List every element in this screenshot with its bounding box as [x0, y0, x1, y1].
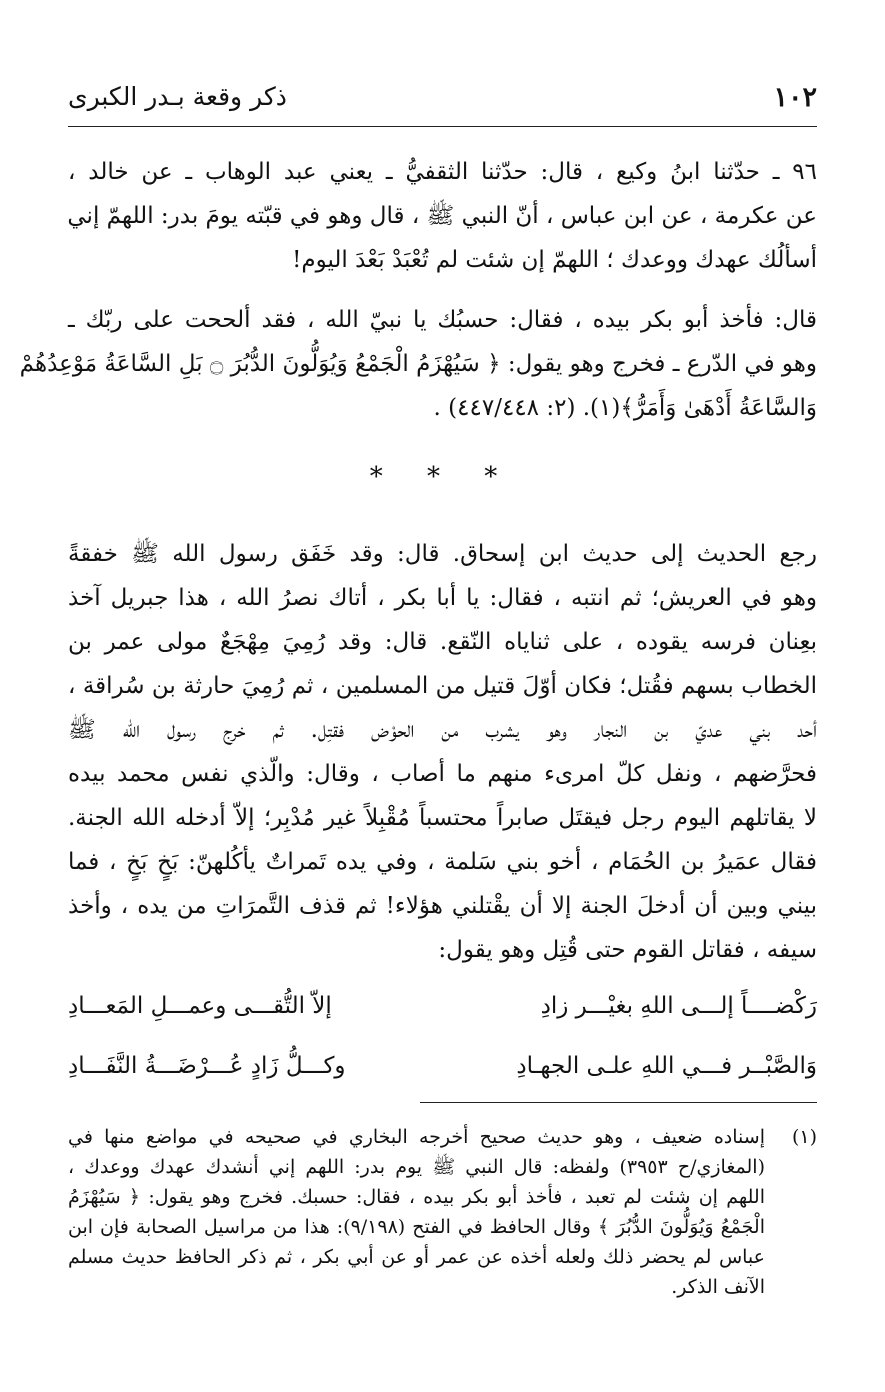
text-line: رجع الحديث إلى حديث ابن إسحاق. قال: وقد خَفَق رسول الله ﷺ خفقةً	[68, 541, 817, 567]
footnote-line	[68, 1122, 817, 1152]
footnote-marker: (١)	[791, 1126, 817, 1148]
text-line: قال: فأخذ أبو بكر بيده ، فقال: حسبُك يا نبيّ الله ، فقد ألححت على ربّك ـ	[68, 307, 817, 333]
verse-first-hemistich: رَكْضــــاً إلـــى اللهِ بغيْـــر زادِ	[540, 993, 817, 1019]
running-title: ذكر وقعة بـدر الكبرى	[68, 82, 287, 111]
text-line: أحد بني عديّ بن النجار وهو يشرب من الحوْض فقتِل. ثم خرج رسول الله ﷺ	[68, 717, 817, 743]
footnote-divider	[420, 1102, 817, 1103]
text-line: فحرَّضهم ، ونفل كلّ امرىء منهم ما أصاب ، وقال: والّذي نفس محمد بيده	[68, 761, 818, 787]
page-header	[68, 82, 817, 122]
verse-second-hemistich: وكـــلُّ زَادٍ عُـــرْضَـــةُ النَّفَـــادِ	[68, 1053, 346, 1079]
hadith-continuation	[19, 298, 817, 430]
text-line: ٩٦ ـ حدّثنا ابنُ وكيع ، قال: حدّثنا الثقفيُّ ـ يعني عبد الوهاب ـ عن خالد ،	[68, 159, 817, 185]
narrative-paragraph	[68, 532, 817, 972]
text-line: لا يقاتلهم اليوم رجل فيقتَل صابراً محتسباً مُقْبِلاً غير مُدْبِر؛ إلاّ أدخله الله الجنة.	[68, 805, 817, 831]
text-line: أسألُك عهدك ووعدك ؛ اللهمّ إن شئت لم تُعْبَدْ بَعْدَ اليوم!	[292, 247, 817, 273]
poem-verse	[68, 976, 817, 1036]
footnote-line: الآنف الذكر.	[671, 1276, 765, 1298]
text-line: عن عكرمة ، عن ابن عباس ، أنّ النبي ﷺ ، قال وهو في قبّته يومَ بدر: اللهمّ إني	[67, 203, 817, 229]
page-number: ١٠٢	[773, 82, 817, 113]
text-line: وَالسَّاعَةُ أَدْهَىٰ وَأَمَرُّ﴾(١). (٢: ٤٤٧/٤٤٨) .	[433, 395, 817, 421]
footnote-line: (المغازي/ح ٣٩٥٣) ولفظه: قال النبي ﷺ يوم بدر: اللهم إني أنشدك عهدك ووعدك ،	[68, 1156, 765, 1178]
footnote-line: الْجَمْعُ وَيُوَلُّونَ الدُّبُرَ ﴾ وقال الحافظ في الفتح (٩/١٩٨): هذا من مراسيل الصحابة فإن ابن	[68, 1216, 765, 1238]
footnote-line: اللهم إن شئت لم تعبد ، فأخذ أبو بكر بيده ، فقال: حسبك. فخرج وهو يقول: ﴿ سَيُهْزَمُ	[68, 1186, 765, 1208]
text-line: بيني وبين أن أدخلَ الجنة إلا أن يقْتلني هؤلاء! ثم قذف التَّمرَاتِ من يده ، وأخذ	[68, 893, 817, 919]
section-separator: * * *	[369, 462, 516, 492]
poem-verse	[68, 1036, 817, 1096]
footnote-text: إسناده ضعيف ، وهو حديث صحيح أخرجه البخاري في صحيحه في مواضع منها في	[68, 1126, 765, 1148]
footnote	[68, 1122, 817, 1302]
text-line: بعِنان فرسه يقوده ، على ثناياه النّقع. قال: وقد رُمِيَ مِهْجَعٌ مولى عمر بن	[68, 629, 817, 655]
text-line: وهو في الدّرع ـ فخرج وهو يقول: ﴿ سَيُهْزَمُ الْجَمْعُ وَيُوَلُّونَ الدُّبُرَ ۝ بَلِ السَّاعَةُ مَوْعِدُهُمْ	[19, 351, 817, 377]
text-line: الخطاب بسهم فقُتل؛ فكان أوّلَ قتيل من المسلمين ، ثم رُمِيَ حارثة بن سُراقة ،	[68, 673, 817, 699]
text-line: فقال عمَيرُ بن الحُمَام ، أخو بني سَلمة ، وفي يده تَمراتٌ يأكُلهنّ: بَخٍ بَخٍ ، فما	[68, 849, 817, 875]
verse-second-hemistich: إلاّ التُّقـــى وعمـــلِ المَعـــادِ	[68, 993, 332, 1019]
poem	[68, 976, 817, 1096]
hadith-96	[68, 150, 817, 282]
verse-first-hemistich: وَالصَّبْــر فـــي اللهِ علـى الجهـادِ	[516, 1053, 817, 1079]
header-divider	[68, 126, 817, 127]
text-line: سيفه ، فقاتل القوم حتى قُتِل وهو يقول:	[438, 937, 817, 963]
footnote-line: عباس لم يحضر ذلك ولعله أخذه عن عمر أو عن أبي بكر ، ثم ذكر الحافظ حديث مسلم	[68, 1246, 765, 1268]
text-line: وهو في العريش؛ ثم انتبه ، فقال: يا أبا بكر ، أتاك نصرُ الله ، هذا جبريل آخذ	[68, 585, 817, 611]
